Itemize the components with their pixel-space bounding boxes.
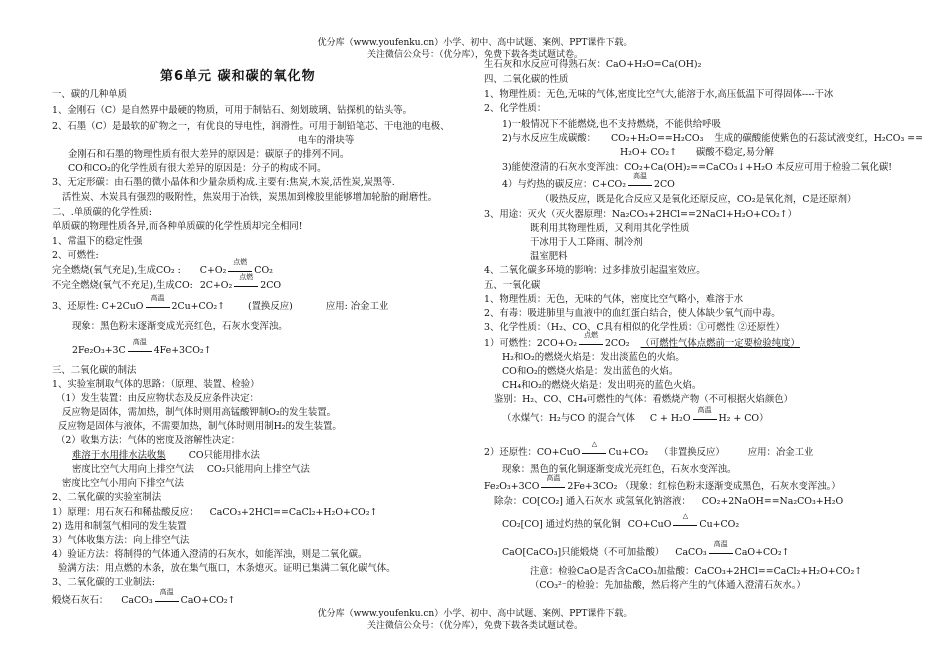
text-line	[494, 497, 843, 506]
text-line: （吸热反应，既是化合反应又是氧化还原反应，CO₂是氧化剂，C是还原剂）	[540, 194, 857, 205]
text-line	[620, 148, 774, 157]
text-line: 1、金刚石（C）是自然界中最硬的物质，可用于制钻石、刻划玻璃、钻探机的钻头等。	[52, 105, 413, 116]
section-heading: 五、一氧化碳	[484, 280, 541, 291]
condition-arrow	[232, 273, 260, 290]
page-footer-line2: 关注微信公众号：（优分库），免费下载各类试题试卷。	[366, 621, 583, 631]
condition-label: △	[682, 512, 689, 520]
text-segment: 应用: 冶金工业	[325, 301, 389, 312]
equation-line	[484, 331, 800, 349]
equation-line	[502, 540, 790, 558]
formula: C+O₂	[199, 265, 227, 276]
arrow-line	[128, 351, 152, 352]
formula: C + H₂O	[649, 413, 691, 424]
text-line	[502, 134, 923, 143]
condition-arrow	[580, 440, 608, 457]
text-line: CO和CO₂的化学性质有很大差异的原因是：分子的构成不同。	[68, 163, 327, 174]
text-segment: 应用：冶金工业	[747, 447, 814, 458]
unit-title: 第6单元 碳和碳的氧化物	[160, 69, 316, 84]
arrow-line	[628, 185, 652, 186]
text-line: 2、二氧化碳的实验室制法	[52, 492, 162, 503]
text-segment: CO₂[CO] 通过灼热的氧化铜	[502, 519, 621, 530]
text-line: 3、二氧化碳的工业制法:	[52, 577, 155, 588]
equation-line	[52, 588, 236, 606]
equation-line	[52, 273, 282, 291]
text-line: 反应物是固体，需加热，制气体时则用高锰酸钾制O₂的发生装置。	[62, 407, 336, 418]
text-line: 1、常温下的稳定性强	[52, 236, 143, 247]
section-heading: 二、.单质碳的化学性质:	[52, 207, 152, 218]
condition-arrow	[691, 406, 719, 423]
formula: 2Fe₂O₃+3C	[72, 345, 126, 356]
formula: Cu+CO₂	[608, 447, 649, 458]
text-line: CH₄和O₂的燃烧火焰是：发出明亮的蓝色火焰。	[502, 380, 702, 391]
equation-line	[502, 512, 740, 530]
text-line: 2、可燃性:	[52, 250, 99, 261]
text-line: 单质碳的物理性质各异,而各种单质碳的化学性质却完全相同!	[52, 221, 303, 232]
text-line: 反应物是固体与液体，不需要加热，制气体时则用制H₂的发生装置。	[58, 421, 342, 432]
text-line: 鉴别：H₂、CO、CH₄可燃性的气体：看燃烧产物（不可根据火焰颜色）	[494, 394, 794, 405]
text-segment: 碳酸不稳定,易分解	[695, 147, 774, 158]
text-segment: 煅烧石灰石：	[52, 595, 109, 606]
formula: 3、还原性: C+2CuO	[52, 301, 144, 312]
condition-label: 高温	[713, 540, 728, 548]
text-line: 1)一般情况下不能燃烧,也不支持燃烧，不能供给呼吸	[502, 119, 721, 130]
section-heading: 三、二氧化碳的制法	[52, 365, 137, 376]
text-line: 金刚石和石墨的物理性质有很大差异的原因是：碳原子的排列不同。	[68, 149, 350, 160]
text-line: 2、石墨（C）是最软的矿物之一，有优良的导电性，润滑性。可用于制铅笔芯、干电池的电极、	[52, 121, 450, 132]
page-header-line1: 优分库（www.youfenku.cn）小学、初中、高中试题、案例、PPT课件下载。	[317, 38, 633, 48]
text-line: 3）气体收集方法：向上排空气法	[52, 535, 190, 546]
arrow-line	[579, 344, 603, 345]
condition-label: △	[591, 440, 598, 448]
text-line: 4）验证方法：将制得的气体通入澄清的石灰水，如能浑浊，则是二氧化碳。	[52, 549, 368, 560]
formula: H₂ + CO）	[718, 413, 769, 424]
formula: 2CO₂	[604, 338, 630, 349]
formula: CaCO₃	[675, 547, 707, 558]
formula: CO+CuO	[536, 447, 581, 458]
condition-label: 点燃	[239, 273, 254, 281]
text-segment: 除杂：CO[CO₂] 通入石灰水 或氢氧化钠溶液：	[494, 496, 691, 507]
text-segment: 4）与灼热的碳反应：	[502, 179, 593, 190]
condition-label: 点燃	[233, 258, 248, 266]
formula: CO₂	[254, 265, 273, 276]
condition-label: 高温	[159, 588, 174, 596]
text-line	[72, 451, 260, 460]
formula: C+CO₂	[592, 179, 626, 190]
text-line: 1、实验室制取气体的思路：（原理、装置、检验）	[52, 379, 260, 390]
condition-label: 高温	[633, 172, 647, 180]
text-segment: 1）原理：用石灰石和稀盐酸反应：	[52, 507, 199, 518]
text-line: 干冰用于人工降雨、制冷剂	[530, 237, 643, 248]
text-segment: （非置换反应）	[659, 447, 725, 458]
text-line: 温室肥料	[530, 251, 568, 262]
text-segment: CO只能用排水法	[188, 450, 260, 461]
text-segment: (置换反应)	[248, 301, 293, 312]
formula: CO+CuO	[627, 519, 672, 530]
text-segment: 1）可燃性：	[484, 338, 537, 349]
page-footer-line1: 优分库（www.youfenku.cn）小学、初中、高中试题、案例、PPT课件下载。	[317, 609, 633, 619]
text-line: 生石灰和水反应可得熟石灰：CaO+H₂O=Ca(OH)₂	[484, 59, 702, 70]
section-heading: 四、二氧化碳的性质	[484, 74, 569, 85]
condition-label: 高温	[132, 338, 147, 346]
condition-arrow	[153, 588, 181, 605]
text-line: H₂和O₂的燃烧火焰是：发出淡蓝色的火焰。	[502, 352, 685, 363]
formula: CaCO₃	[121, 595, 153, 606]
arrow-line	[673, 525, 697, 526]
equation-line	[502, 172, 675, 190]
text-segment: 密度比空气大用向上排空气法	[72, 464, 194, 475]
text-segment: 2）还原性：	[484, 447, 537, 458]
arrow-line	[146, 307, 170, 308]
text-line: 2) 选用和制氢气相同的发生装置	[52, 521, 187, 532]
arrow-line	[541, 487, 565, 488]
condition-label: 点燃	[583, 331, 598, 339]
equation-line	[484, 474, 841, 492]
text-line: 2、有毒：吸进肺里与血液中的血红蛋白结合，使人体缺少氧气而中毒。	[484, 308, 781, 319]
text-segment: CaO[CaCO₃]只能煅烧（不可加盐酸）	[502, 547, 665, 558]
text-line: （1）发生装置：由反应物状态及反应条件决定：	[56, 393, 259, 404]
text-segment: （现象：红棕色粉末逐渐变成黑色，石灰水变浑浊。）	[620, 481, 841, 492]
arrow-line	[155, 601, 179, 602]
text-line: 既利用其物理性质，又利用其化学性质	[530, 223, 690, 234]
formula: CO₂+2NaOH==Na₂CO₃+H₂O	[701, 496, 844, 507]
text-line: （2）收集方法：气体的密度及溶解性决定：	[56, 435, 241, 446]
text-line: 3、化学性质：（H₂、CO、C具有相似的化学性质：①可燃性 ②还原性）	[484, 322, 785, 333]
formula: CaCO₃+2HCl==CaCl₂+H₂O+CO₂↑	[209, 507, 378, 518]
formula: 2C+O₂	[199, 280, 233, 291]
text-line: 密度比空气小用向下排空气法	[62, 478, 184, 489]
text-line: 3、无定形碳：由石墨的微小晶体和少量杂质构成.主要有:焦炭,木炭,活性炭,炭黑等.	[52, 177, 395, 188]
formula: Cu+CO₂	[699, 519, 740, 530]
formula: 2CO+O₂	[536, 338, 577, 349]
text-line: 3、用途：灭火（灭火器原理：Na₂CO₃+2HCl==2NaCl+H₂O+CO₂↑）	[484, 209, 797, 220]
equation-line	[72, 338, 212, 356]
condition-arrow	[626, 172, 654, 189]
formula: Fe₂O₃+3CO	[484, 481, 540, 492]
formula: CO₂+H₂O==H₂CO₃	[610, 133, 704, 144]
section-heading: 一、碳的几种单质	[52, 89, 128, 100]
text-segment: 完全燃烧(氧气充足),生成CO₂ :	[52, 265, 181, 276]
text-segment: （水煤气：H₂与CO 的混合气体	[502, 413, 635, 424]
formula: 2Fe+3CO₂	[567, 481, 618, 492]
arrow-line	[709, 553, 733, 554]
text-line: 2、化学性质：	[484, 103, 547, 114]
text-line: 1、物理性质：无色,无味的气体,密度比空气大,能溶于水,高压低温下可得固体----干冰	[484, 89, 834, 100]
text-line: CO和O₂的燃烧火焰是：发出蓝色的火焰。	[502, 366, 679, 377]
text-line: 验满方法：用点燃的木条，放在集气瓶口，木条熄灭。证明已集满二氧化碳气体。	[58, 563, 396, 574]
text-line: 现象：黑色粉末逐渐变成光亮红色，石灰水变浑浊。	[72, 321, 288, 332]
text-segment: （可燃性气体点燃前一定要检验纯度）	[640, 338, 800, 349]
text-line	[72, 465, 310, 474]
text-segment: 不完全燃烧(氧气不充足),生成CO:	[52, 280, 193, 291]
text-segment: 生成的碳酸能使紫色的石蕊试液变红，H₂CO₃ ==	[714, 133, 923, 144]
text-line: 注意：检验CaO是否含CaCO₃加盐酸：CaCO₃+2HCl==CaCl₂+H₂O+CO₂↑	[530, 566, 863, 577]
text-line: 活性炭、木炭具有强烈的吸附性，焦炭用于冶铁，炭黑加到橡胶里能够增加轮胎的耐磨性。	[62, 192, 438, 203]
equation-line	[484, 440, 814, 458]
equation-line	[52, 294, 389, 312]
formula: CaO+CO₂↑	[180, 595, 236, 606]
formula: 2Cu+CO₂↑	[171, 301, 226, 312]
formula: CaO+CO₂↑	[734, 547, 790, 558]
arrow-line	[693, 419, 717, 420]
text-line	[52, 508, 377, 517]
text-line: 3)能使澄清的石灰水变浑浊：CO₂+Ca(OH)₂==CaCO₃↓+H₂O 本反应可用于检验二氧化碳!	[502, 162, 892, 173]
text-segment: 难溶于水用排水法收集	[72, 450, 166, 461]
condition-label: 高温	[150, 294, 165, 302]
text-line: （CO₃²⁻的检验：先加盐酸，然后将产生的气体通入澄清石灰水。）	[530, 580, 806, 591]
arrow-line	[228, 271, 252, 272]
formula: 4Fe+3CO₂↑	[153, 345, 212, 356]
formula: 2CO	[260, 280, 282, 291]
condition-arrow	[671, 512, 699, 529]
text-segment: 2)与水反应生成碳酸：	[502, 133, 596, 144]
condition-arrow	[144, 294, 172, 311]
formula: H₂O+ CO₂↑	[620, 147, 677, 158]
condition-label: 高温	[697, 406, 712, 414]
arrow-line	[234, 286, 258, 287]
condition-label: 高温	[546, 474, 561, 482]
page-header-line2: 关注微信公众号：（优分库），免费下载各类试题试卷。	[366, 50, 583, 60]
condition-arrow	[707, 540, 735, 557]
text-line: 电车的滑块等	[298, 135, 355, 146]
text-line: 1、物理性质：无色，无味的气体，密度比空气略小，难溶于水	[484, 294, 744, 305]
equation-line	[502, 406, 769, 424]
formula: 2CO	[654, 179, 675, 190]
condition-arrow	[126, 338, 154, 355]
text-segment: CO₂只能用向上排空气法	[206, 464, 310, 475]
arrow-line	[582, 453, 606, 454]
condition-arrow	[539, 474, 567, 491]
condition-arrow	[577, 331, 605, 348]
text-line: 4、二氧化碳多环境的影响：过多排放引起温室效应。	[484, 265, 706, 276]
text-line: 现象：黑色的氧化铜逐渐变成光亮红色，石灰水变浑浊。	[502, 464, 737, 475]
